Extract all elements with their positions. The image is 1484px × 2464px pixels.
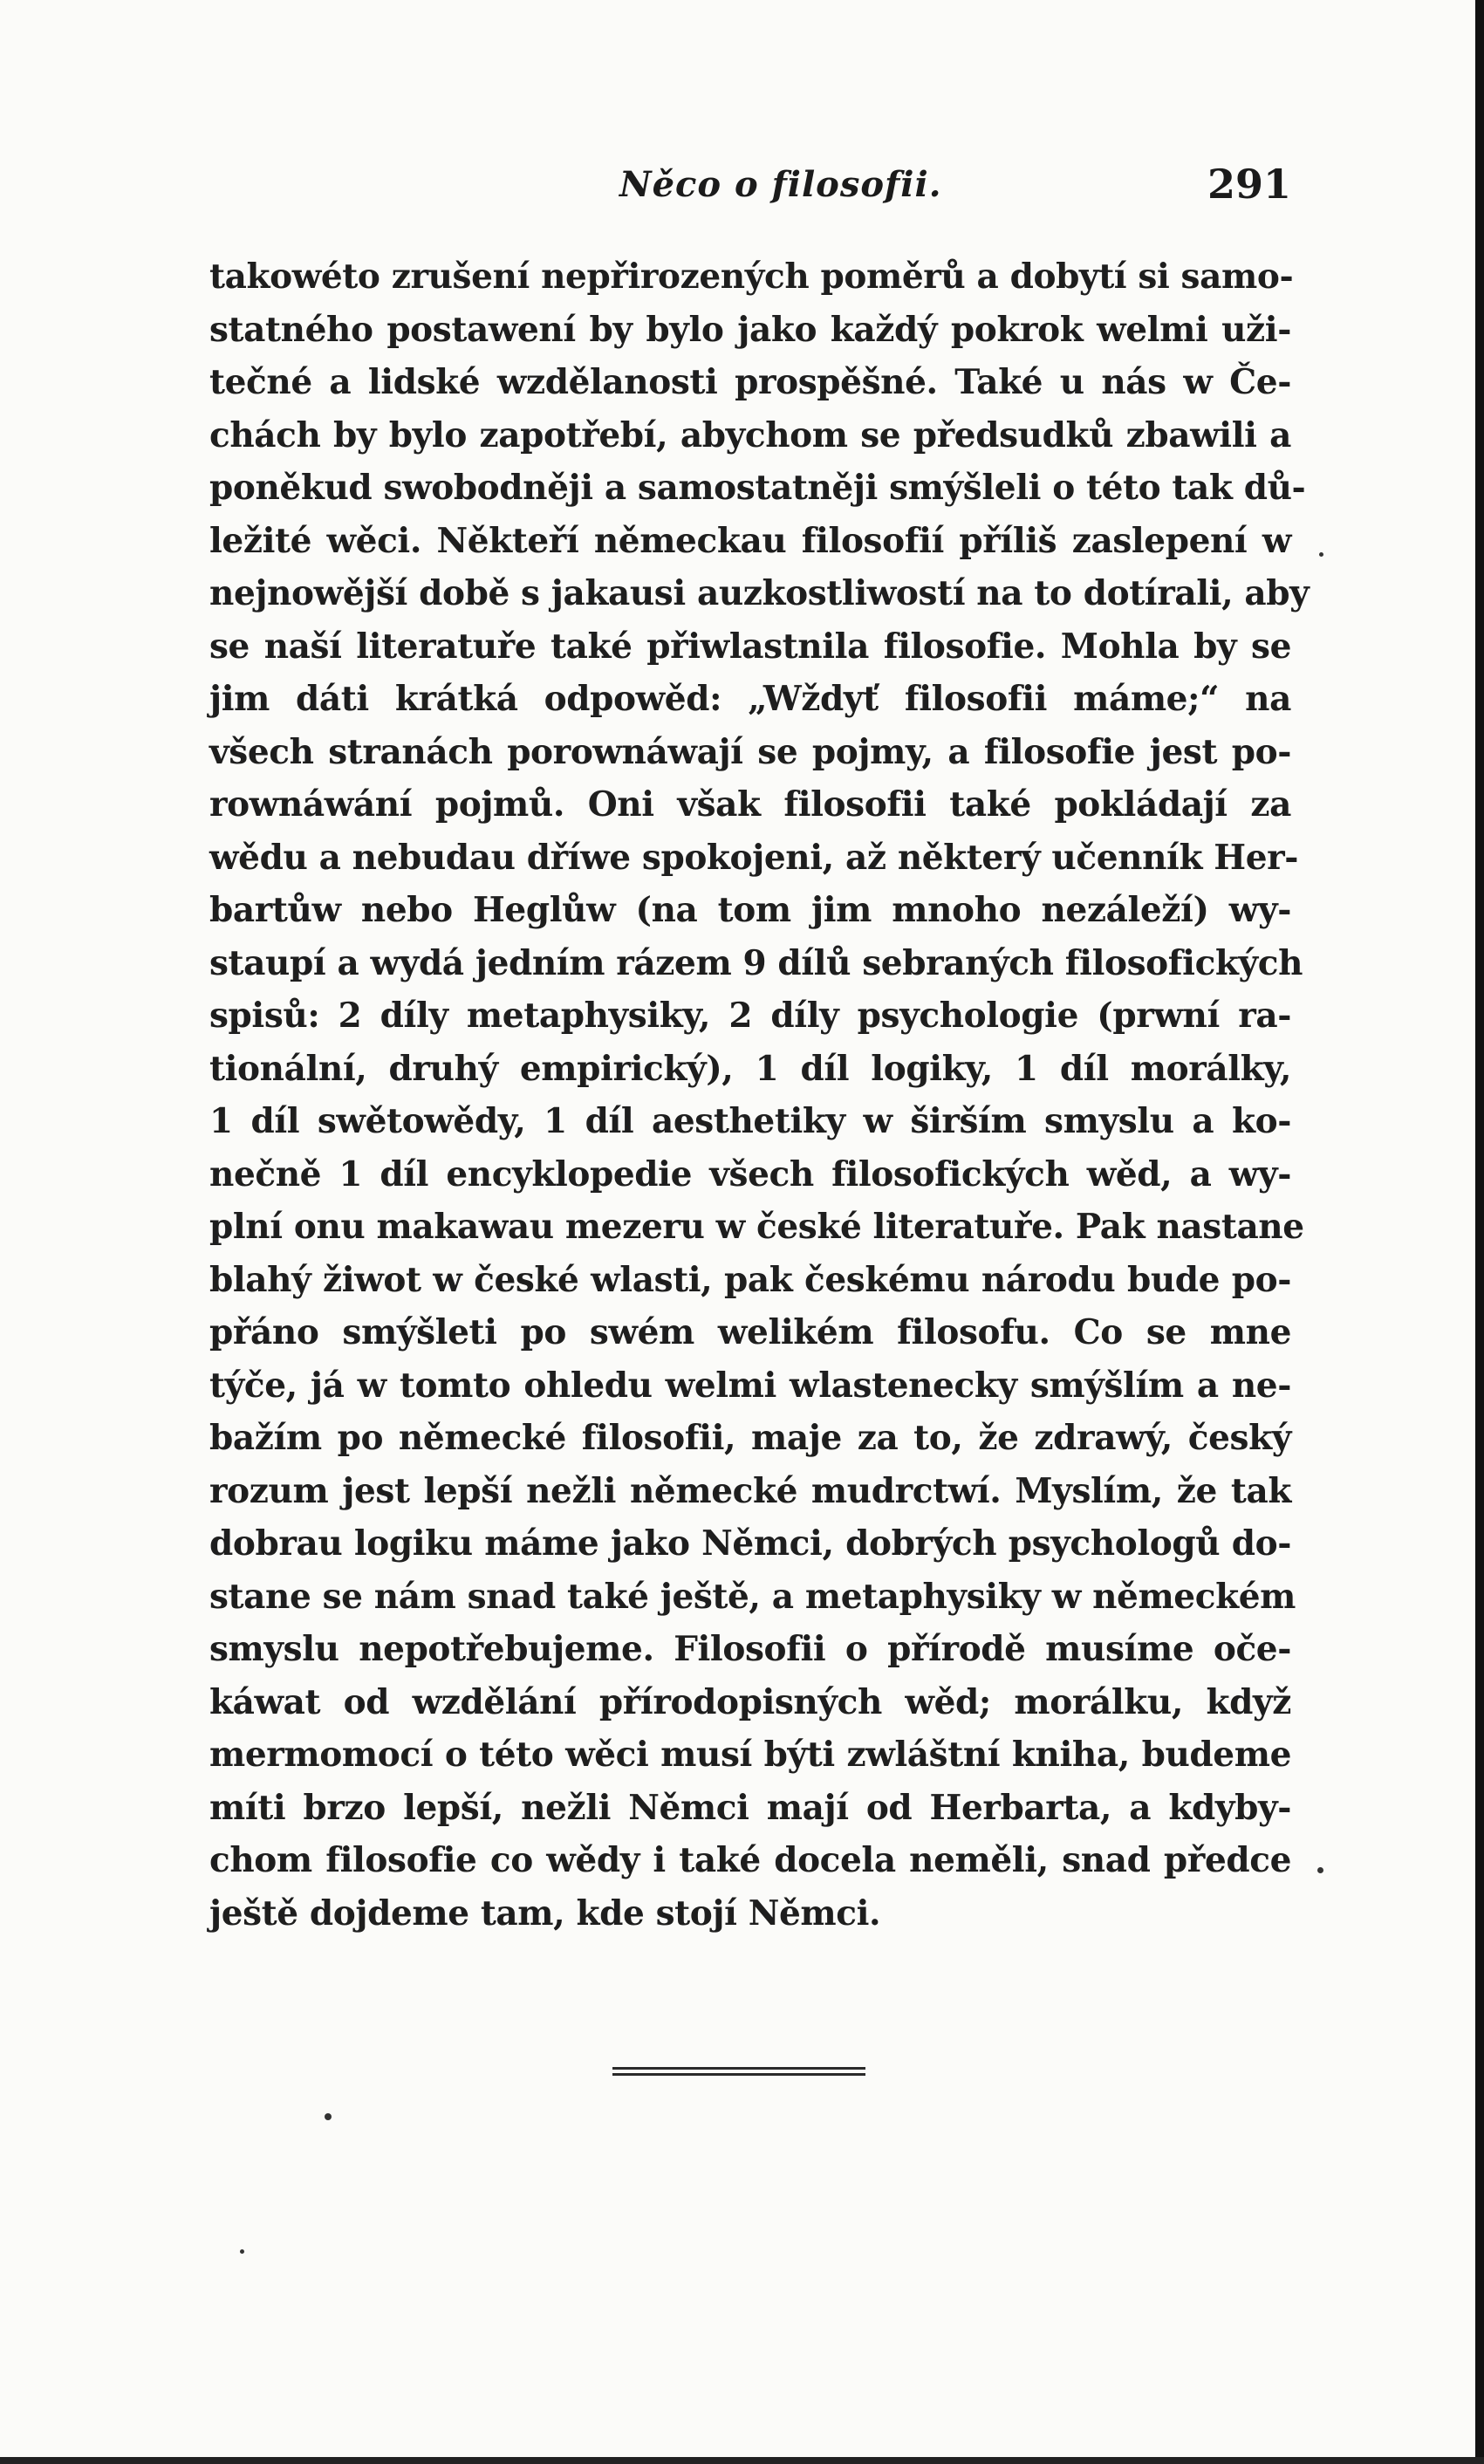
text-line: poněkud swobodněji a samostatněji smýšleli o této tak dů-: [209, 468, 1306, 508]
text-line: se naší literatuře také přiwlastnila filosofie. Mohla by se: [209, 626, 1291, 667]
text-line: tečné a lidské wzdělanosti prospěšné. Také u nás w Če-: [209, 362, 1291, 402]
text-line: blahý žiwot w české wlasti, pak českému národu bude po-: [209, 1259, 1291, 1300]
page-number: 291: [1207, 161, 1291, 208]
scan-edge-bottom: [0, 2457, 1484, 2464]
text-line: káwat od wzdělání přírodopisných wěd; morálku, když: [209, 1681, 1291, 1722]
print-speck: [240, 2249, 244, 2254]
text-line: rownáwání pojmů. Oni však filosofii také pokládají za: [209, 784, 1291, 825]
text-line: bažím po německé filosofii, maje za to, že zdrawý, český: [209, 1418, 1291, 1458]
text-line: staupí a wydá jedním rázem 9 dílů sebraných filosofických: [209, 942, 1303, 983]
text-line: 1 díl swětowědy, 1 díl aesthetiky w širším smyslu a ko-: [209, 1101, 1291, 1141]
text-line: míti brzo lepší, nežli Němci mají od Herbarta, a kdyby-: [209, 1787, 1291, 1828]
text-line: rozum jest lepší nežli německé mudrctwí. Myslím, že tak: [209, 1470, 1291, 1511]
print-speck: [325, 2113, 332, 2120]
text-line: dobrau logiku máme jako Němci, dobrých psychologů do-: [209, 1523, 1291, 1564]
text-line: ještě dojdeme tam, kde stojí Němci.: [209, 1892, 881, 1934]
text-line: mermomocí o této wěci musí býti zwláštní kniha, budeme: [209, 1735, 1291, 1775]
text-line: přáno smýšleti po swém welikém filosofu. Co se mne: [209, 1312, 1291, 1352]
text-line: týče, já w tomto ohledu welmi wlastenecky smýšlím a ne-: [209, 1365, 1291, 1406]
text-line: ležité wěci. Někteří německau filosofií příliš zaslepení w: [209, 520, 1291, 561]
text-line: nečně 1 díl encyklopedie všech filosofických wěd, a wy-: [209, 1153, 1291, 1194]
text-line: wědu a nebudau dříwe spokojeni, až některý učenník Her-: [209, 837, 1299, 878]
body-text: [209, 250, 1310, 1940]
text-line: bartůw nebo Heglůw (na tom jim mnoho nezáleží) wy-: [209, 890, 1291, 930]
text-line: takowéto zrušení nepřirozených poměrů a dobytí si samo-: [209, 257, 1294, 297]
text-line: chom filosofie co wědy i také docela neměli, snad předce: [209, 1840, 1291, 1880]
text-line: spisů: 2 díly metaphysiky, 2 díly psychologie (prwní ra-: [209, 996, 1291, 1036]
running-title: Něco o filosofii.: [619, 164, 942, 205]
text-line: plní onu makawau mezeru w české literatuře. Pak nastane: [209, 1207, 1304, 1247]
text-line: chách by bylo zapotřebí, abychom se předsudků zbawili a: [209, 414, 1291, 455]
text-line: smyslu nepotřebujeme. Filosofii o přírodě musíme oče-: [209, 1629, 1291, 1669]
text-line: nejnowější době s jakausi auzkostliwostí na to dotírali, aby: [209, 573, 1310, 613]
text-line: stane se nám snad také ještě, a metaphysiky w německém: [209, 1576, 1296, 1617]
page-header: [209, 161, 1291, 216]
print-speck: [1317, 1867, 1323, 1873]
text-line: statného postawení by bylo jako každý pokrok welmi uži-: [209, 309, 1291, 350]
text-line: všech stranách porownáwají se pojmy, a filosofie jest po-: [209, 731, 1291, 772]
text-line: jim dáti krátká odpowěd: „Wždyť filosofii máme;“ na: [209, 679, 1291, 719]
scan-edge-right: [1475, 0, 1484, 2464]
rule-bar: [612, 2073, 865, 2076]
text-line: tionální, druhý empirický), 1 díl logiky, 1 díl morálky,: [209, 1048, 1291, 1089]
rule-bar: [612, 2067, 865, 2070]
section-end-rule: [612, 2067, 865, 2079]
print-speck: [1319, 552, 1323, 557]
